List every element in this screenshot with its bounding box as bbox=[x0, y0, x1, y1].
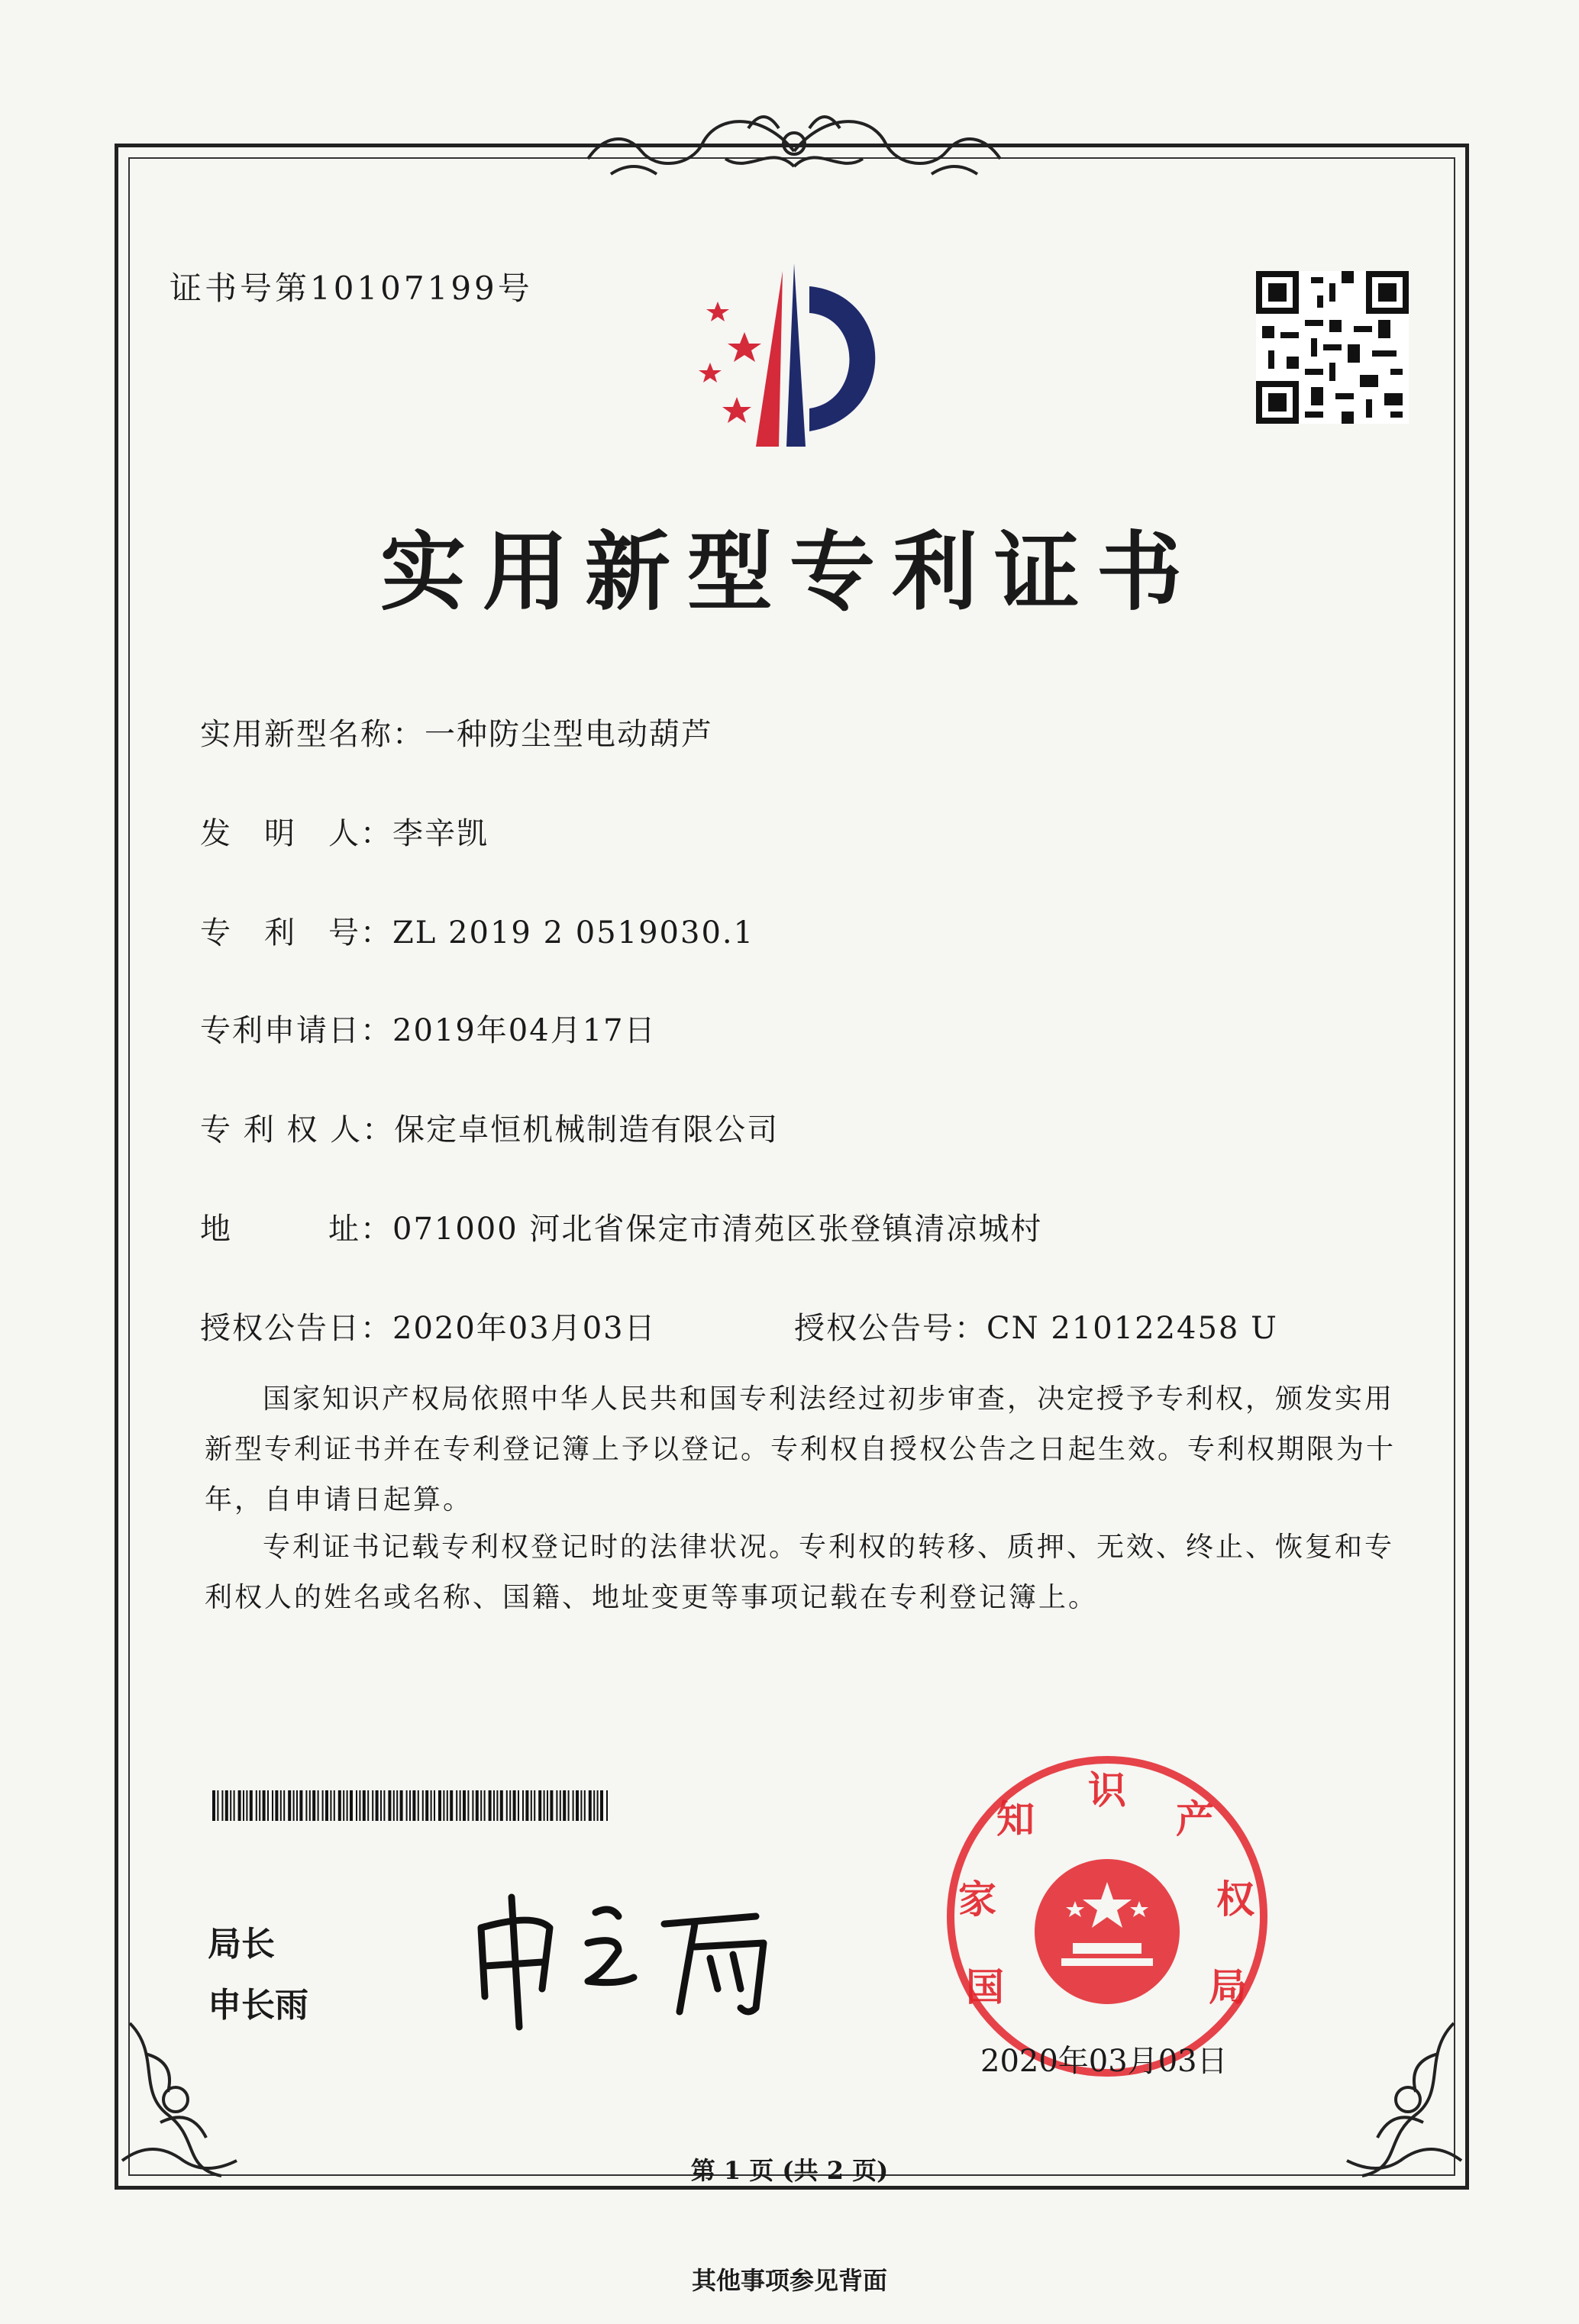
field-filing-date bbox=[200, 1006, 657, 1050]
certificate-number: 证书号第10107199号 bbox=[170, 270, 533, 307]
official-seal-icon bbox=[939, 1748, 1275, 2084]
filing-date-label: 专利申请日： bbox=[200, 1013, 392, 1048]
seal-date: 2020年03月03日 bbox=[980, 2044, 1228, 2079]
field-patentee bbox=[200, 1106, 779, 1149]
seal-char-7: 局 bbox=[1209, 1964, 1247, 2009]
patent-number-label: 专 利 号： bbox=[200, 915, 392, 951]
seal-char-2: 家 bbox=[958, 1877, 996, 1922]
grant-date-value: 2020年03月03日 bbox=[392, 1311, 657, 1346]
certificate-title: 实用新型专利证书 bbox=[380, 522, 1199, 622]
body-paragraph-1: 国家知识产权局依照中华人民共和国专利法经过初步审查，决定授予专利权，颁发实用新型专利证书并在专利登记簿上予以登记。专利权自授权公告之日起生效。专利权期限为十年，自申请日起算。 bbox=[205, 1383, 1397, 1515]
filing-date-value: 2019年04月17日 bbox=[392, 1013, 657, 1048]
chief-title: 局长 bbox=[208, 1925, 275, 1964]
patent-number-value: ZL 2019 2 0519030.1 bbox=[392, 915, 755, 951]
grant-number-value: CN 210122458 U bbox=[986, 1311, 1278, 1346]
back-note: 其他事项参见背面 bbox=[691, 2266, 887, 2295]
seal-char-5: 产 bbox=[1176, 1796, 1214, 1841]
field-address bbox=[200, 1205, 1042, 1248]
field-utility-model-name bbox=[200, 710, 713, 754]
patentee-value: 保定卓恒机械制造有限公司 bbox=[394, 1112, 780, 1147]
seal-char-4: 识 bbox=[1088, 1767, 1126, 1812]
field-grant-number bbox=[794, 1304, 1278, 1348]
seal-char-3: 知 bbox=[996, 1796, 1035, 1841]
signature-icon bbox=[466, 1882, 802, 2035]
field-inventor bbox=[200, 809, 489, 853]
cnipa-logo-icon bbox=[672, 256, 916, 454]
top-ornament-icon bbox=[565, 98, 1023, 189]
name-value: 一种防尘型电动葫芦 bbox=[425, 717, 713, 752]
address-value: 071000 河北省保定市清苑区张登镇清凉城村 bbox=[392, 1212, 1043, 1247]
barcode-icon bbox=[212, 1790, 609, 1821]
qr-code-icon bbox=[1256, 271, 1409, 424]
chief-name: 申长雨 bbox=[208, 1986, 308, 2025]
body-paragraph-2: 专利证书记载专利权登记时的法律状况。专利权的转移、质押、无效、终止、恢复和专利权人的姓名或名称、国籍、地址变更等事项记载在专利登记簿上。 bbox=[205, 1532, 1395, 1613]
page-indicator: 第 1 页 (共 2 页) bbox=[690, 2156, 889, 2185]
seal-char-1: 国 bbox=[966, 1964, 1004, 2009]
field-grant-date bbox=[200, 1304, 657, 1348]
patentee-label: 专 利 权 人： bbox=[200, 1112, 395, 1147]
field-patent-number bbox=[200, 909, 754, 952]
name-label: 实用新型名称： bbox=[200, 717, 425, 752]
inventor-value: 李辛凯 bbox=[392, 816, 489, 851]
grant-number-label: 授权公告号： bbox=[794, 1311, 986, 1346]
address-label: 地 址： bbox=[200, 1212, 392, 1247]
grant-date-label: 授权公告日： bbox=[200, 1311, 392, 1346]
seal-char-6: 权 bbox=[1216, 1877, 1254, 1922]
inventor-label: 发 明 人： bbox=[200, 816, 392, 851]
